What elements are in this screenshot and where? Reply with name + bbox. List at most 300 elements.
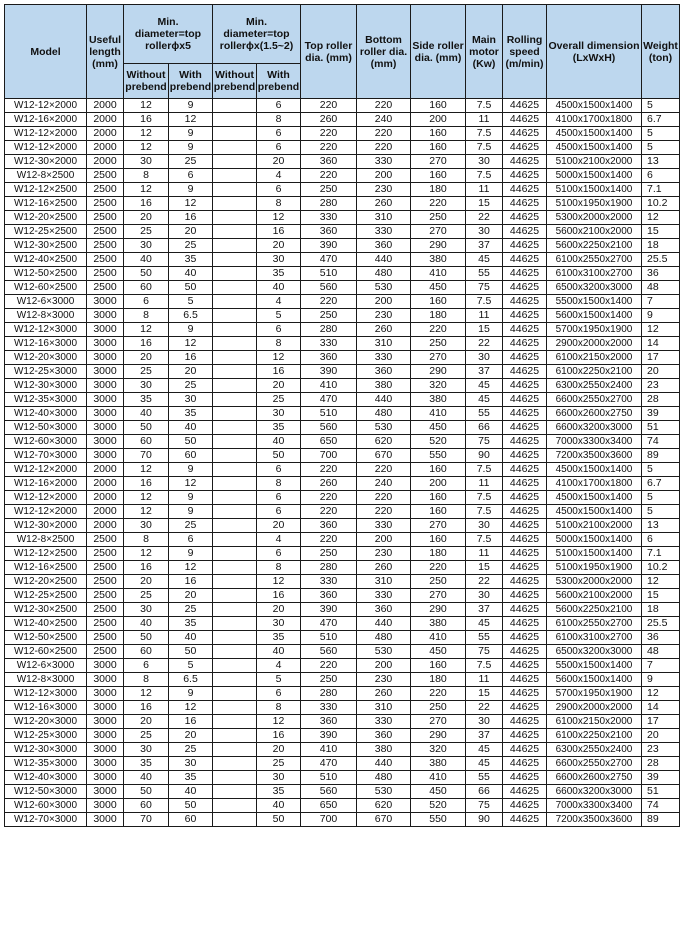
cell-side-roller-dia: 270 [411,589,466,603]
cell-overall-dimension: 5100x1950x1900 [547,197,642,211]
cell-without-prebend-x1-5-2 [213,771,257,785]
cell-bottom-roller-dia: 220 [357,505,411,519]
cell-main-motor: 11 [466,547,503,561]
cell-bottom-roller-dia: 330 [357,589,411,603]
cell-bottom-roller-dia: 310 [357,211,411,225]
cell-with-prebend-x5: 16 [169,715,213,729]
cell-with-prebend-x5: 16 [169,211,213,225]
cell-with-prebend-x1-5-2: 20 [257,379,301,393]
cell-with-prebend-x5: 20 [169,225,213,239]
cell-model: W12-30×3000 [5,743,87,757]
cell-without-prebend-x5: 40 [124,407,169,421]
cell-model: W12-20×3000 [5,351,87,365]
cell-with-prebend-x1-5-2: 16 [257,729,301,743]
cell-rolling-speed: 44625 [503,547,547,561]
cell-useful-length: 2000 [87,99,124,113]
cell-without-prebend-x5: 8 [124,533,169,547]
cell-useful-length: 3000 [87,323,124,337]
cell-side-roller-dia: 200 [411,477,466,491]
cell-weight: 14 [642,337,680,351]
header-top-roller-dia: Top roller dia. (mm) [301,5,357,99]
cell-with-prebend-x1-5-2: 16 [257,589,301,603]
cell-main-motor: 45 [466,253,503,267]
cell-main-motor: 45 [466,379,503,393]
cell-overall-dimension: 6600x3200x3000 [547,421,642,435]
cell-without-prebend-x5: 30 [124,239,169,253]
cell-top-roller-dia: 330 [301,575,357,589]
cell-model: W12-25×2500 [5,225,87,239]
cell-overall-dimension: 6100x2550x2700 [547,253,642,267]
cell-side-roller-dia: 160 [411,463,466,477]
cell-overall-dimension: 5300x2000x2000 [547,211,642,225]
cell-side-roller-dia: 270 [411,225,466,239]
cell-overall-dimension: 4100x1700x1800 [547,477,642,491]
cell-weight: 7 [642,295,680,309]
cell-without-prebend-x5: 12 [124,491,169,505]
cell-with-prebend-x1-5-2: 6 [257,127,301,141]
cell-top-roller-dia: 360 [301,351,357,365]
cell-model: W12-20×3000 [5,715,87,729]
cell-without-prebend-x1-5-2 [213,267,257,281]
cell-useful-length: 2500 [87,561,124,575]
cell-without-prebend-x5: 16 [124,701,169,715]
cell-without-prebend-x5: 12 [124,183,169,197]
cell-rolling-speed: 44625 [503,533,547,547]
cell-model: W12-16×2000 [5,477,87,491]
cell-main-motor: 15 [466,197,503,211]
cell-without-prebend-x1-5-2 [213,491,257,505]
cell-weight: 20 [642,365,680,379]
cell-without-prebend-x5: 50 [124,267,169,281]
cell-model: W12-30×2500 [5,239,87,253]
cell-with-prebend-x1-5-2: 8 [257,561,301,575]
cell-without-prebend-x5: 60 [124,645,169,659]
cell-useful-length: 3000 [87,757,124,771]
cell-top-roller-dia: 220 [301,659,357,673]
cell-overall-dimension: 5700x1950x1900 [547,323,642,337]
cell-without-prebend-x1-5-2 [213,603,257,617]
cell-main-motor: 15 [466,561,503,575]
cell-without-prebend-x1-5-2 [213,421,257,435]
table-row [5,407,680,421]
table-row [5,323,680,337]
cell-with-prebend-x1-5-2: 35 [257,421,301,435]
cell-side-roller-dia: 450 [411,421,466,435]
cell-weight: 23 [642,379,680,393]
cell-useful-length: 2500 [87,533,124,547]
table-row [5,799,680,813]
cell-with-prebend-x5: 9 [169,505,213,519]
cell-with-prebend-x5: 25 [169,603,213,617]
cell-without-prebend-x1-5-2 [213,547,257,561]
cell-top-roller-dia: 220 [301,533,357,547]
cell-without-prebend-x1-5-2 [213,617,257,631]
cell-bottom-roller-dia: 530 [357,281,411,295]
cell-model: W12-60×3000 [5,799,87,813]
cell-side-roller-dia: 270 [411,715,466,729]
table-row [5,197,680,211]
cell-bottom-roller-dia: 480 [357,771,411,785]
table-row [5,547,680,561]
cell-main-motor: 30 [466,715,503,729]
table-body [5,99,680,827]
cell-without-prebend-x1-5-2 [213,533,257,547]
cell-without-prebend-x5: 35 [124,393,169,407]
header-bottom-roller-dia: Bottom roller dia. (mm) [357,5,411,99]
cell-with-prebend-x1-5-2: 16 [257,365,301,379]
table-row [5,519,680,533]
cell-overall-dimension: 7200x3500x3600 [547,449,642,463]
cell-rolling-speed: 44625 [503,449,547,463]
cell-useful-length: 2000 [87,113,124,127]
cell-with-prebend-x1-5-2: 30 [257,771,301,785]
cell-overall-dimension: 5100x1950x1900 [547,561,642,575]
cell-model: W12-20×2500 [5,211,87,225]
cell-useful-length: 2500 [87,211,124,225]
cell-without-prebend-x1-5-2 [213,477,257,491]
cell-overall-dimension: 6100x2150x2000 [547,351,642,365]
table-row [5,701,680,715]
cell-top-roller-dia: 390 [301,365,357,379]
cell-useful-length: 2500 [87,281,124,295]
cell-with-prebend-x1-5-2: 12 [257,715,301,729]
cell-main-motor: 55 [466,407,503,421]
table-row [5,449,680,463]
cell-without-prebend-x5: 12 [124,505,169,519]
cell-rolling-speed: 44625 [503,799,547,813]
cell-model: W12-20×2500 [5,575,87,589]
cell-useful-length: 2500 [87,589,124,603]
cell-side-roller-dia: 380 [411,757,466,771]
cell-side-roller-dia: 380 [411,253,466,267]
cell-with-prebend-x5: 12 [169,561,213,575]
cell-with-prebend-x1-5-2: 5 [257,673,301,687]
cell-useful-length: 3000 [87,351,124,365]
cell-without-prebend-x5: 30 [124,743,169,757]
cell-bottom-roller-dia: 260 [357,323,411,337]
table-row [5,505,680,519]
cell-with-prebend-x1-5-2: 30 [257,617,301,631]
cell-overall-dimension: 5100x1500x1400 [547,183,642,197]
cell-with-prebend-x5: 20 [169,365,213,379]
cell-with-prebend-x5: 25 [169,155,213,169]
cell-weight: 5 [642,99,680,113]
cell-rolling-speed: 44625 [503,715,547,729]
cell-without-prebend-x5: 20 [124,575,169,589]
cell-side-roller-dia: 550 [411,813,466,827]
cell-side-roller-dia: 450 [411,645,466,659]
cell-top-roller-dia: 510 [301,267,357,281]
cell-model: W12-50×2500 [5,631,87,645]
table-row [5,491,680,505]
cell-model: W12-50×3000 [5,785,87,799]
cell-useful-length: 3000 [87,309,124,323]
header-useful-length: Useful length (mm) [87,5,124,99]
table-row [5,421,680,435]
cell-with-prebend-x5: 9 [169,127,213,141]
cell-top-roller-dia: 250 [301,309,357,323]
cell-rolling-speed: 44625 [503,393,547,407]
table-row [5,687,680,701]
cell-with-prebend-x5: 6.5 [169,309,213,323]
cell-weight: 36 [642,631,680,645]
cell-weight: 6.7 [642,477,680,491]
cell-without-prebend-x5: 12 [124,463,169,477]
cell-side-roller-dia: 520 [411,799,466,813]
cell-model: W12-12×2000 [5,99,87,113]
cell-weight: 7.1 [642,183,680,197]
cell-with-prebend-x1-5-2: 12 [257,575,301,589]
cell-main-motor: 7.5 [466,169,503,183]
cell-main-motor: 11 [466,477,503,491]
cell-bottom-roller-dia: 200 [357,295,411,309]
table-row [5,211,680,225]
table-row [5,617,680,631]
cell-top-roller-dia: 470 [301,393,357,407]
cell-overall-dimension: 5000x1500x1400 [547,533,642,547]
cell-weight: 48 [642,645,680,659]
cell-side-roller-dia: 220 [411,323,466,337]
cell-bottom-roller-dia: 360 [357,239,411,253]
cell-bottom-roller-dia: 230 [357,309,411,323]
cell-with-prebend-x1-5-2: 20 [257,155,301,169]
cell-without-prebend-x5: 20 [124,715,169,729]
cell-top-roller-dia: 280 [301,197,357,211]
cell-without-prebend-x1-5-2 [213,281,257,295]
cell-top-roller-dia: 260 [301,113,357,127]
cell-useful-length: 2500 [87,267,124,281]
cell-model: W12-12×2000 [5,127,87,141]
cell-model: W12-30×2000 [5,155,87,169]
cell-without-prebend-x1-5-2 [213,379,257,393]
cell-useful-length: 3000 [87,701,124,715]
cell-top-roller-dia: 560 [301,421,357,435]
cell-useful-length: 2500 [87,547,124,561]
cell-model: W12-6×3000 [5,295,87,309]
cell-overall-dimension: 4500x1500x1400 [547,127,642,141]
cell-top-roller-dia: 360 [301,519,357,533]
cell-side-roller-dia: 250 [411,211,466,225]
cell-without-prebend-x1-5-2 [213,183,257,197]
cell-bottom-roller-dia: 360 [357,729,411,743]
cell-model: W12-30×2500 [5,603,87,617]
cell-without-prebend-x5: 12 [124,547,169,561]
cell-without-prebend-x5: 16 [124,113,169,127]
cell-overall-dimension: 6300x2550x2400 [547,379,642,393]
cell-with-prebend-x5: 35 [169,771,213,785]
cell-model: W12-16×3000 [5,701,87,715]
cell-bottom-roller-dia: 230 [357,547,411,561]
cell-weight: 5 [642,127,680,141]
cell-rolling-speed: 44625 [503,575,547,589]
cell-main-motor: 37 [466,365,503,379]
cell-model: W12-12×2500 [5,183,87,197]
cell-weight: 18 [642,239,680,253]
cell-without-prebend-x5: 40 [124,617,169,631]
cell-without-prebend-x5: 25 [124,225,169,239]
cell-top-roller-dia: 560 [301,645,357,659]
cell-rolling-speed: 44625 [503,589,547,603]
cell-side-roller-dia: 180 [411,673,466,687]
cell-with-prebend-x5: 6 [169,533,213,547]
cell-model: W12-60×2500 [5,645,87,659]
cell-side-roller-dia: 180 [411,309,466,323]
cell-useful-length: 2000 [87,127,124,141]
table-row [5,589,680,603]
cell-rolling-speed: 44625 [503,813,547,827]
cell-with-prebend-x5: 35 [169,617,213,631]
cell-with-prebend-x5: 50 [169,645,213,659]
cell-bottom-roller-dia: 620 [357,799,411,813]
cell-overall-dimension: 6500x3200x3000 [547,281,642,295]
cell-with-prebend-x1-5-2: 6 [257,99,301,113]
cell-without-prebend-x5: 70 [124,813,169,827]
cell-with-prebend-x1-5-2: 8 [257,337,301,351]
cell-without-prebend-x5: 40 [124,253,169,267]
header-main-motor: Main motor (Kw) [466,5,503,99]
cell-without-prebend-x1-5-2 [213,813,257,827]
cell-main-motor: 45 [466,757,503,771]
cell-without-prebend-x1-5-2 [213,645,257,659]
header-overall-dimension: Overall dimension (LxWxH) [547,5,642,99]
cell-model: W12-30×2000 [5,519,87,533]
cell-main-motor: 15 [466,323,503,337]
cell-top-roller-dia: 330 [301,337,357,351]
cell-without-prebend-x1-5-2 [213,169,257,183]
cell-with-prebend-x5: 9 [169,141,213,155]
cell-with-prebend-x1-5-2: 40 [257,799,301,813]
table-row [5,533,680,547]
cell-overall-dimension: 6600x3200x3000 [547,785,642,799]
cell-with-prebend-x5: 9 [169,687,213,701]
table-row [5,813,680,827]
cell-model: W12-30×3000 [5,379,87,393]
cell-top-roller-dia: 360 [301,155,357,169]
cell-rolling-speed: 44625 [503,645,547,659]
cell-rolling-speed: 44625 [503,603,547,617]
cell-without-prebend-x5: 12 [124,323,169,337]
cell-model: W12-25×3000 [5,729,87,743]
cell-without-prebend-x5: 60 [124,799,169,813]
cell-with-prebend-x1-5-2: 6 [257,491,301,505]
cell-rolling-speed: 44625 [503,323,547,337]
cell-without-prebend-x1-5-2 [213,701,257,715]
cell-rolling-speed: 44625 [503,295,547,309]
cell-with-prebend-x5: 25 [169,519,213,533]
cell-side-roller-dia: 160 [411,141,466,155]
cell-bottom-roller-dia: 310 [357,337,411,351]
cell-rolling-speed: 44625 [503,281,547,295]
table-row [5,239,680,253]
cell-weight: 5 [642,491,680,505]
table-row [5,393,680,407]
cell-overall-dimension: 4500x1500x1400 [547,491,642,505]
cell-without-prebend-x1-5-2 [213,785,257,799]
cell-model: W12-70×3000 [5,813,87,827]
cell-main-motor: 55 [466,631,503,645]
cell-top-roller-dia: 220 [301,169,357,183]
cell-useful-length: 3000 [87,365,124,379]
cell-useful-length: 3000 [87,729,124,743]
cell-main-motor: 7.5 [466,127,503,141]
cell-rolling-speed: 44625 [503,687,547,701]
cell-top-roller-dia: 390 [301,729,357,743]
cell-top-roller-dia: 250 [301,673,357,687]
table-row [5,575,680,589]
cell-with-prebend-x5: 30 [169,393,213,407]
cell-overall-dimension: 5700x1950x1900 [547,687,642,701]
cell-bottom-roller-dia: 330 [357,519,411,533]
cell-bottom-roller-dia: 530 [357,421,411,435]
cell-with-prebend-x5: 60 [169,813,213,827]
cell-overall-dimension: 6100x2250x2100 [547,365,642,379]
cell-without-prebend-x5: 25 [124,729,169,743]
cell-with-prebend-x5: 30 [169,757,213,771]
cell-overall-dimension: 5600x2100x2000 [547,589,642,603]
cell-useful-length: 3000 [87,393,124,407]
specification-table [4,4,680,827]
cell-with-prebend-x1-5-2: 5 [257,309,301,323]
table-row [5,645,680,659]
cell-useful-length: 2000 [87,491,124,505]
cell-without-prebend-x1-5-2 [213,505,257,519]
cell-with-prebend-x1-5-2: 40 [257,645,301,659]
cell-overall-dimension: 6300x2550x2400 [547,743,642,757]
cell-overall-dimension: 4500x1500x1400 [547,463,642,477]
cell-weight: 7 [642,659,680,673]
cell-weight: 15 [642,589,680,603]
cell-weight: 12 [642,575,680,589]
cell-with-prebend-x5: 16 [169,351,213,365]
cell-with-prebend-x5: 9 [169,99,213,113]
cell-useful-length: 3000 [87,673,124,687]
cell-side-roller-dia: 160 [411,127,466,141]
cell-main-motor: 7.5 [466,463,503,477]
cell-rolling-speed: 44625 [503,169,547,183]
header-without-prebend-x5: Without prebend [124,64,169,99]
cell-model: W12-16×2000 [5,113,87,127]
cell-model: W12-12×3000 [5,323,87,337]
cell-rolling-speed: 44625 [503,225,547,239]
cell-weight: 6.7 [642,113,680,127]
cell-main-motor: 30 [466,155,503,169]
cell-top-roller-dia: 700 [301,449,357,463]
cell-main-motor: 66 [466,785,503,799]
cell-top-roller-dia: 360 [301,225,357,239]
cell-with-prebend-x5: 9 [169,183,213,197]
cell-top-roller-dia: 510 [301,771,357,785]
cell-top-roller-dia: 510 [301,631,357,645]
cell-bottom-roller-dia: 240 [357,113,411,127]
cell-overall-dimension: 6600x2550x2700 [547,393,642,407]
cell-weight: 13 [642,155,680,169]
cell-without-prebend-x5: 50 [124,421,169,435]
table-row [5,631,680,645]
cell-model: W12-25×3000 [5,365,87,379]
cell-main-motor: 45 [466,617,503,631]
cell-weight: 89 [642,449,680,463]
cell-without-prebend-x1-5-2 [213,393,257,407]
cell-useful-length: 2500 [87,617,124,631]
cell-without-prebend-x5: 12 [124,141,169,155]
cell-with-prebend-x5: 12 [169,477,213,491]
cell-useful-length: 2000 [87,155,124,169]
cell-overall-dimension: 5100x2100x2000 [547,519,642,533]
cell-rolling-speed: 44625 [503,491,547,505]
header-without-prebend-x1-5-2: Without prebend [213,64,257,99]
cell-bottom-roller-dia: 330 [357,715,411,729]
cell-side-roller-dia: 180 [411,183,466,197]
